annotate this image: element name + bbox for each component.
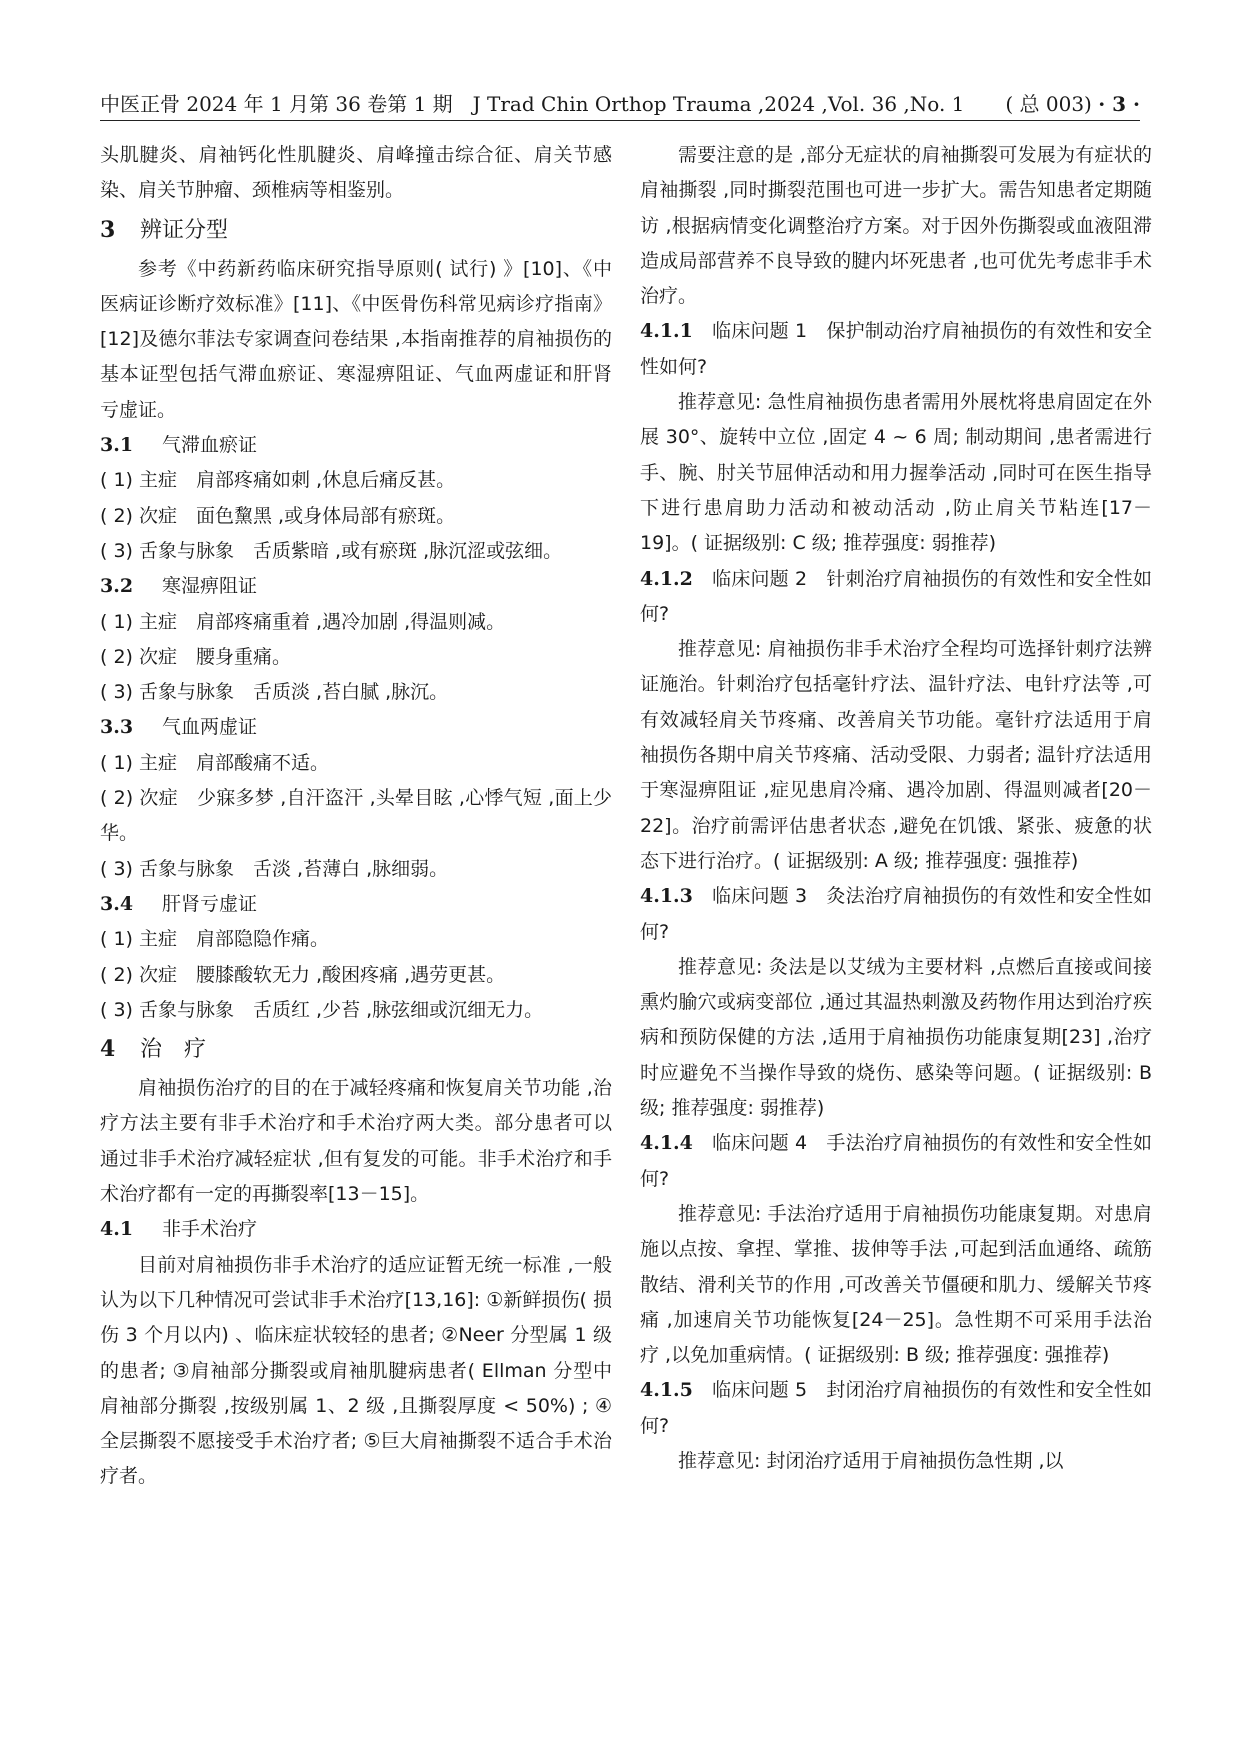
running-header bbox=[100, 86, 1140, 121]
section-title: 肝肾亏虚证 bbox=[162, 892, 258, 915]
section-number: 4 bbox=[100, 1036, 116, 1063]
section-title: 临床问题 1 保护制动治疗肩袖损伤的有效性和安全性如何? bbox=[640, 320, 1152, 378]
paragraph: ( 2) 次症 少寐多梦 ,自汗盗汗 ,头晕目眩 ,心悸气短 ,面上少华。 bbox=[100, 787, 612, 845]
section-heading bbox=[640, 1373, 1152, 1444]
left-column bbox=[100, 138, 612, 1495]
page-number: · 3 · bbox=[1098, 92, 1140, 116]
paragraph: ( 3) 舌象与脉象 舌质淡 ,苔白腻 ,脉沉。 bbox=[100, 681, 449, 704]
section-heading bbox=[100, 710, 612, 745]
paragraph: ( 3) 舌象与脉象 舌质紫暗 ,或有瘀斑 ,脉沉涩或弦细。 bbox=[100, 539, 563, 562]
section-number: 4.1.4 bbox=[640, 1132, 693, 1155]
section-number: 4.1.1 bbox=[640, 320, 693, 343]
section-title: 临床问题 5 封闭治疗肩袖损伤的有效性和安全性如何? bbox=[640, 1379, 1152, 1437]
section-title: 治 疗 bbox=[140, 1037, 207, 1063]
paragraph: ( 2) 次症 腰身重痛。 bbox=[100, 645, 291, 668]
paragraph: 需要注意的是 ,部分无症状的肩袖撕裂可发展为有症状的肩袖撕裂 ,同时撕裂范围也可进一步扩大。需告知患者定期随访 ,根据病情变化调整治疗方案。对于因外伤撕裂或血液阻滞造成局部营养不良导致的腱内坏死患者 ,也可优先考虑非手术治疗。 bbox=[640, 144, 1152, 308]
paragraph: 推荐意见: 急性肩袖损伤患者需用外展枕将患肩固定在外展 30°、旋转中立位 ,固定 4 ~ 6 周; 制动期间 ,患者需进行手、腕、肘关节屈伸活动和用力握拳活动 ,同时可在医生指导下进行患肩助力活动和被动活动 ,防止肩关节粘连[17－19]。( 证据级别: C 级; 推荐强度: 弱推荐) bbox=[640, 391, 1152, 555]
paragraph: 推荐意见: 封闭治疗适用于肩袖损伤急性期 ,以 bbox=[678, 1449, 1064, 1472]
paragraph: 目前对肩袖损伤非手术治疗的适应证暂无统一标准 ,一般认为以下几种情况可尝试非手术治疗[13,16]: ①新鲜损伤( 损伤 3 个月以内) 、临床症状较轻的患者; ②Neer 分型属 1 级的患者; ③肩袖部分撕裂或肩袖肌腱病患者( Ellman 分型中肩袖部分撕裂 ,按级别属 1、2 级 ,且撕裂厚度 < 50%) ; ④全层撕裂不愿接受手术治疗者; ⑤巨大肩袖撕裂不适合手术治疗者。 bbox=[100, 1253, 612, 1488]
section-number: 4.1.5 bbox=[640, 1379, 693, 1402]
section-number: 3.1 bbox=[100, 434, 134, 457]
paragraph: ( 1) 主症 肩部疼痛重着 ,遇冷加剧 ,得温则减。 bbox=[100, 610, 506, 633]
paragraph: ( 2) 次症 面色黧黑 ,或身体局部有瘀斑。 bbox=[100, 504, 456, 527]
page-info bbox=[1005, 88, 1140, 117]
section-heading bbox=[100, 428, 612, 463]
paragraph: ( 1) 主症 肩部酸痛不适。 bbox=[100, 751, 329, 774]
section-title: 气滞血瘀证 bbox=[162, 434, 258, 457]
section-heading bbox=[640, 1126, 1152, 1197]
section-heading bbox=[640, 562, 1152, 633]
paragraph: 头肌腱炎、肩袖钙化性肌腱炎、肩峰撞击综合征、肩关节感染、肩关节肿瘤、颈椎病等相鉴别。 bbox=[100, 144, 612, 202]
paragraph: 推荐意见: 手法治疗适用于肩袖损伤功能康复期。对患肩施以点按、拿捏、掌推、拔伸等手法 ,可起到活血通络、疏筋散结、滑利关节的作用 ,可改善关节僵硬和肌力、缓解关节疼痛 ,加速肩关节功能恢复[24－25]。急性期不可采用手法治疗 ,以免加重病情。( 证据级别: B 级; 推荐强度: 强推荐) bbox=[640, 1202, 1152, 1367]
section-number: 4.1.3 bbox=[640, 885, 693, 908]
paragraph: ( 3) 舌象与脉象 舌淡 ,苔薄白 ,脉细弱。 bbox=[100, 857, 449, 880]
section-heading bbox=[100, 211, 612, 250]
paragraph: 参考《中药新药临床研究指导原则( 试行) 》[10]、《中医病证诊断疗效标准》[11]、《中医骨伤科常见病诊疗指南》[12]及德尔菲法专家调查问卷结果 ,本指南推荐的肩袖损伤的基本证型包括气滞血瘀证、寒湿痹阻证、气血两虚证和肝肾亏虚证。 bbox=[100, 257, 612, 421]
section-title: 气血两虚证 bbox=[162, 716, 258, 739]
paragraph: 推荐意见: 肩袖损伤非手术治疗全程均可选择针刺疗法辨证施治。针刺治疗包括毫针疗法、温针疗法、电针疗法等 ,可有效减轻肩关节疼痛、改善肩关节功能。毫针疗法适用于肩袖损伤各期中肩关节疼痛、活动受限、力弱者; 温针疗法适用于寒湿痹阻证 ,症见患肩冷痛、遇冷加剧、得温则减者[20－22]。治疗前需评估患者状态 ,避免在饥饿、紧张、疲惫的状态下进行治疗。( 证据级别: A 级; 推荐强度: 强推荐) bbox=[640, 638, 1152, 872]
section-number: 4.1.2 bbox=[640, 567, 693, 590]
paragraph: 肩袖损伤治疗的目的在于减轻疼痛和恢复肩关节功能 ,治疗方法主要有非手术治疗和手术治疗两大类。部分患者可以通过非手术治疗减轻症状 ,但有复发的可能。非手术治疗和手术治疗都有一定的再撕裂率[13－15]。 bbox=[100, 1077, 612, 1206]
total-page: ( 总 003) bbox=[1005, 92, 1092, 116]
paragraph: ( 1) 主症 肩部隐隐作痛。 bbox=[100, 928, 329, 951]
section-title: 寒湿痹阻证 bbox=[162, 575, 258, 598]
section-title: 临床问题 2 针刺治疗肩袖损伤的有效性和安全性如何? bbox=[640, 567, 1152, 625]
paragraph: ( 1) 主症 肩部疼痛如刺 ,休息后痛反甚。 bbox=[100, 469, 456, 492]
section-number: 3.3 bbox=[100, 716, 134, 739]
paragraph: 推荐意见: 灸法是以艾绒为主要材料 ,点燃后直接或间接熏灼腧穴或病变部位 ,通过其温热刺激及药物作用达到治疗疾病和预防保健的方法 ,适用于肩袖损伤功能康复期[23] ,治疗时应避免不当操作导致的烧伤、感染等问题。( 证据级别: B 级; 推荐强度: 弱推荐) bbox=[640, 955, 1152, 1120]
section-heading bbox=[640, 314, 1152, 385]
section-title: 临床问题 4 手法治疗肩袖损伤的有效性和安全性如何? bbox=[640, 1132, 1152, 1190]
journal-citation: 中医正骨 2024 年 1 月第 36 卷第 1 期 J Trad Chin Orthop Trauma ,2024 ,Vol. 36 ,No. 1 bbox=[100, 92, 965, 116]
section-heading bbox=[100, 1212, 612, 1247]
section-heading bbox=[100, 887, 612, 922]
section-number: 3.4 bbox=[100, 892, 134, 915]
section-number: 3.2 bbox=[100, 575, 134, 598]
section-title: 临床问题 3 灸法治疗肩袖损伤的有效性和安全性如何? bbox=[640, 885, 1152, 943]
right-column bbox=[640, 138, 1152, 1479]
section-heading bbox=[640, 879, 1152, 950]
section-title: 辨证分型 bbox=[140, 217, 229, 243]
section-number: 4.1 bbox=[100, 1218, 134, 1241]
paragraph: ( 3) 舌象与脉象 舌质红 ,少苔 ,脉弦细或沉细无力。 bbox=[100, 998, 544, 1021]
section-heading bbox=[100, 1030, 612, 1069]
section-title: 非手术治疗 bbox=[162, 1218, 258, 1241]
paragraph: ( 2) 次症 腰膝酸软无力 ,酸困疼痛 ,遇劳更甚。 bbox=[100, 963, 506, 986]
section-number: 3 bbox=[100, 216, 116, 243]
section-heading bbox=[100, 569, 612, 604]
